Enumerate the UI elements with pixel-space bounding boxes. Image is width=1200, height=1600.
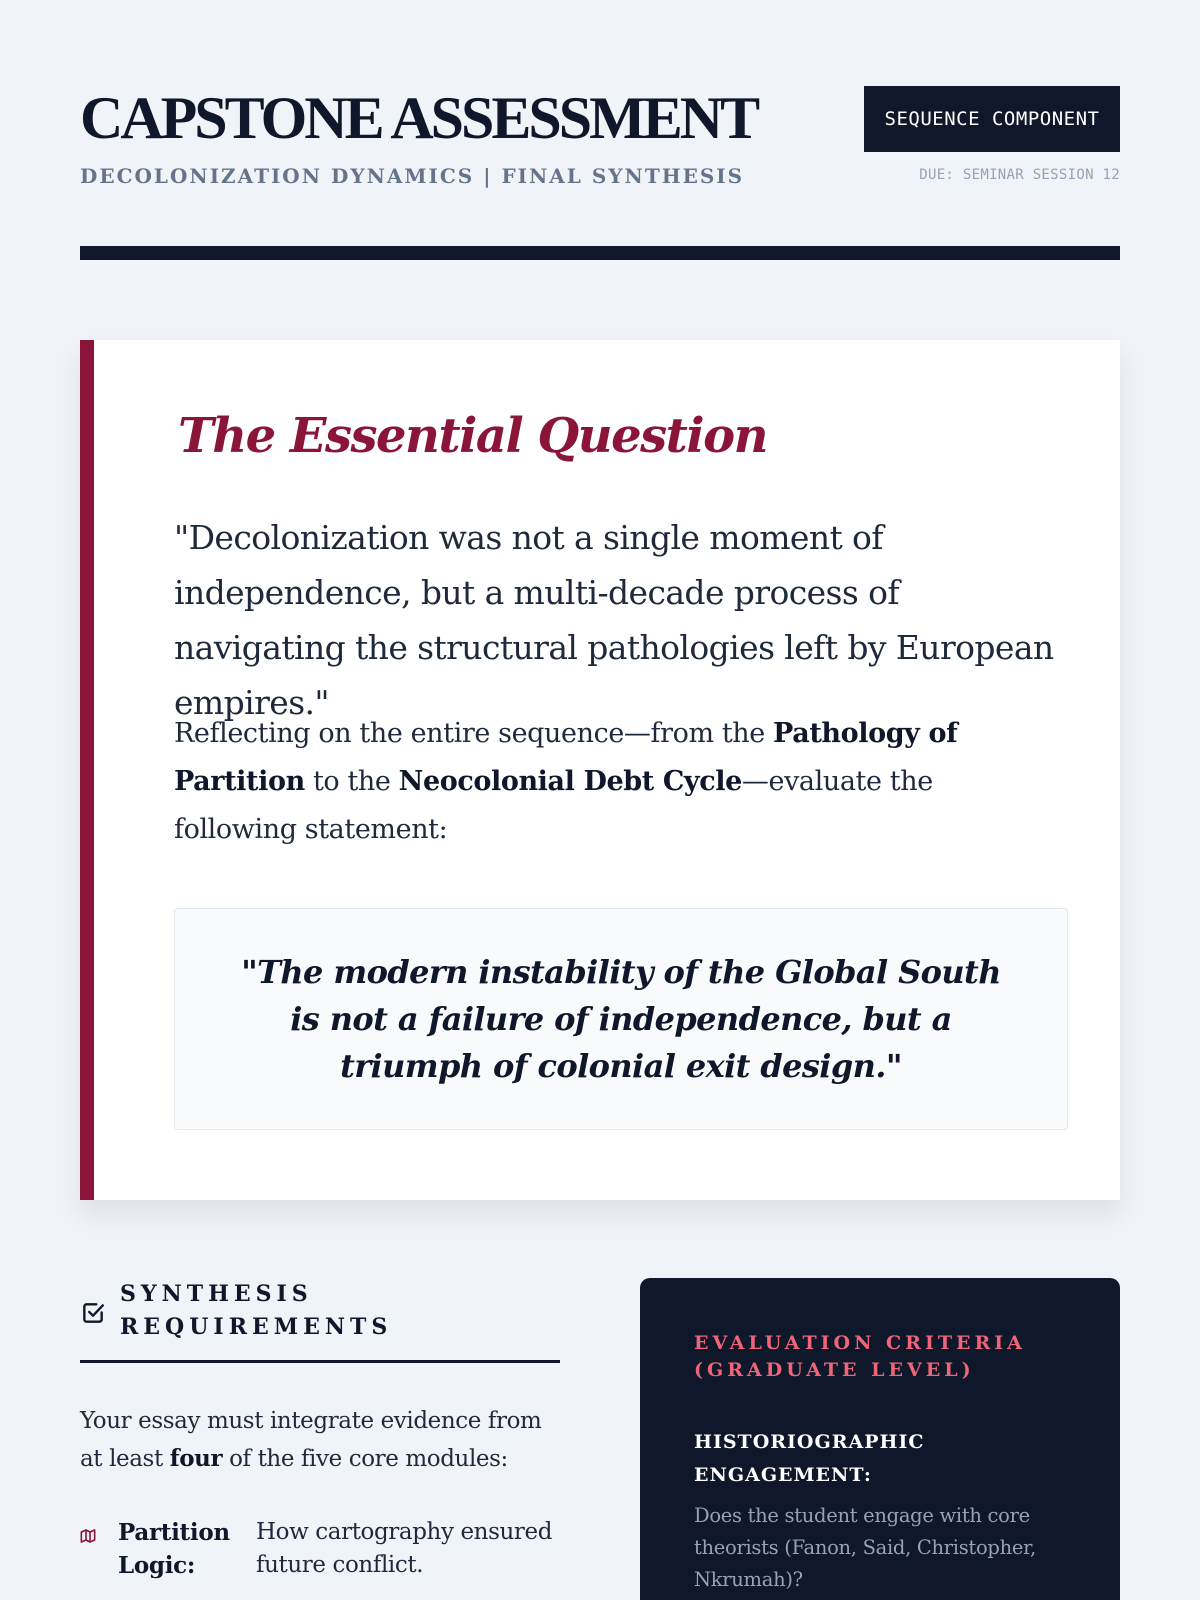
statement-box: [174, 908, 1068, 1130]
map-icon: [80, 1528, 96, 1544]
evaluation-statement: "The modern instability of the Global South is not a failure of independence, but a triumph of colonial exit design.": [241, 952, 1001, 1085]
lead-quote: "Decolonization was not a single moment of independence, but a multi-decade process of navigating the structural pathologies left by European empires.": [174, 518, 1054, 722]
criterion-description: Does the student engage with core theorists (Fanon, Said, Christopher, Nkrumah)?: [694, 1504, 1036, 1591]
module-name: Partition Logic:: [118, 1519, 230, 1579]
synthesis-requirements-title: SYNTHESIS REQUIREMENTS: [120, 1281, 393, 1340]
requirements-intro: [80, 1402, 550, 1478]
requirements-intro-part: of the five core modules:: [222, 1446, 508, 1472]
prompt-text: [174, 710, 1034, 854]
module-highlight-debt-cycle: Neocolonial Debt Cycle: [398, 766, 742, 797]
header-divider: [80, 246, 1120, 260]
module-highlight-partition: Pathology of Partition: [174, 718, 958, 797]
synthesis-requirements-header: [80, 1278, 560, 1363]
criterion-label: HISTORIOGRAPHIC ENGAGEMENT:: [694, 1431, 925, 1486]
evaluation-criteria-title: EVALUATION CRITERIA (GRADUATE LEVEL): [694, 1332, 1026, 1381]
page-subtitle: DECOLONIZATION DYNAMICS | FINAL SYNTHESIS: [80, 164, 745, 188]
module-description: How cartography ensured future conflict.: [256, 1519, 553, 1578]
essential-question-card: [80, 340, 1120, 1200]
due-date-label: DUE: SEMINAR SESSION 12: [919, 167, 1120, 183]
page-title: CAPSTONE ASSESSMENT: [80, 85, 758, 151]
requirements-count: four: [169, 1445, 223, 1472]
requirements-intro-part: Your essay must integrate evidence from at least: [80, 1408, 542, 1472]
prompt-text-part: —evaluate the following statement:: [174, 766, 933, 845]
sequence-component-badge: SEQUENCE COMPONENT: [864, 86, 1120, 152]
prompt-text-part: to the: [304, 766, 399, 797]
prompt-text-part: Reflecting on the entire sequence—from the: [174, 718, 774, 749]
essential-question-title: The Essential Question: [178, 408, 767, 464]
module-item-partition: [80, 1516, 560, 1582]
checkbox-icon: [80, 1300, 106, 1326]
evaluation-criteria-panel: [640, 1278, 1120, 1600]
